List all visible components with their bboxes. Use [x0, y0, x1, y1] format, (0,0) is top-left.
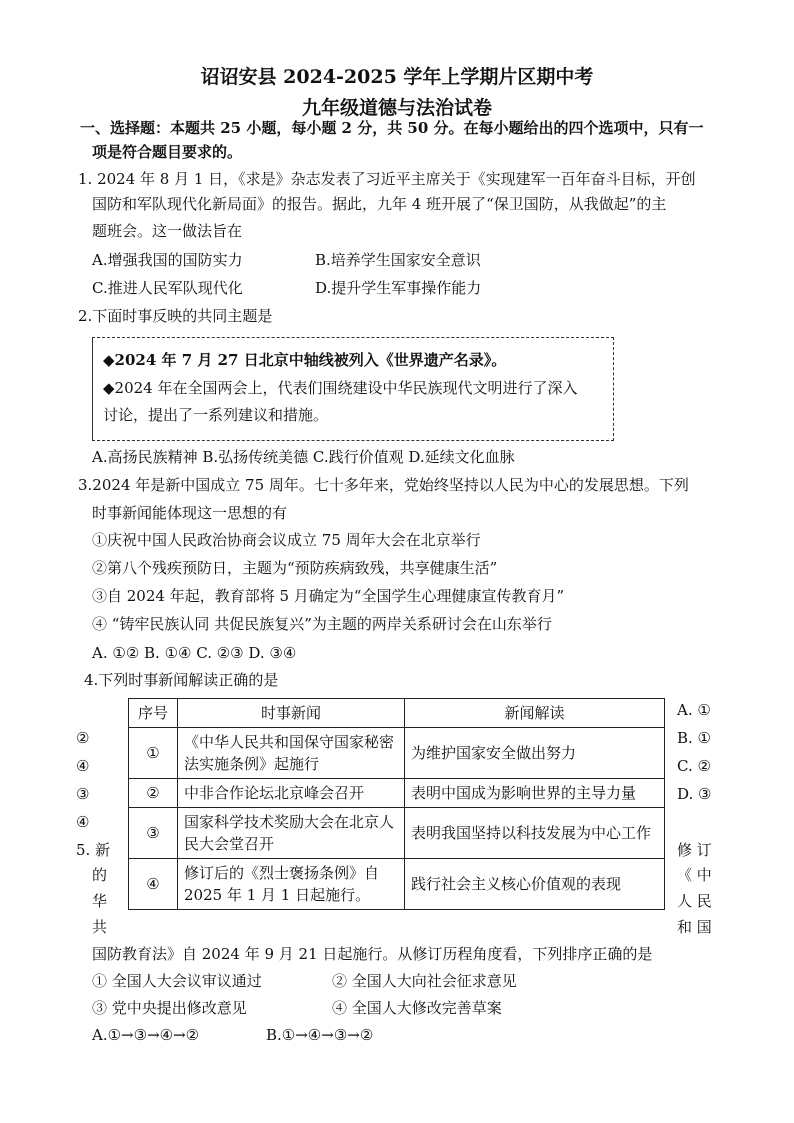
table-cell-reading: 为维护国家安全做出努力 [405, 728, 665, 779]
table-header-news: 时事新闻 [178, 699, 405, 728]
q5-item-1: ① 全国人大会议审议通过 [92, 972, 262, 990]
q4-news-table [128, 698, 665, 910]
q5-right-frag: 人 民 [677, 892, 712, 910]
table-row [129, 779, 665, 808]
table-cell-reading: 表明中国成为影响世界的主导力量 [405, 779, 665, 808]
q4-left-frag: ④ [76, 813, 90, 831]
q5-right-frag: 《 中 [677, 866, 712, 884]
q2-material-1: ◆2024 年 7 月 27 日北京中轴线被列入《世界遗产名录》。 [103, 351, 507, 369]
q2-material-2-cont: 讨论，提出了一系列建议和措施。 [103, 406, 329, 424]
table-cell-reading: 表明我国坚持以科技发展为中心工作 [405, 808, 665, 859]
q4-option-c: C. ② [677, 757, 711, 775]
q5-left-frag: 的 [92, 866, 108, 884]
q1-option-b: B.培养学生国家安全意识 [315, 251, 481, 269]
q1-option-d: D.提升学生军事操作能力 [315, 279, 482, 297]
q3-stem-line2: 时事新闻能体现这一思想的有 [92, 504, 288, 522]
q4-left-frag: ② [76, 729, 90, 747]
q5-item-4: ④ 全国人大修改完善草案 [332, 999, 502, 1017]
q2-stem: 2.下面时事反映的共同主题是 [78, 307, 273, 325]
q2-material-2: ◆2024 年在全国两会上，代表们围绕建设中华民族现代文明进行了深入 [103, 379, 578, 397]
q1-option-a: A.增强我国的国防实力 [92, 251, 243, 269]
table-cell-news: 《中华人民共和国保守国家秘密法实施条例》起施行 [178, 728, 405, 779]
table-cell-news: 修订后的《烈士褒扬条例》自 2025 年 1 月 1 日起施行。 [178, 859, 405, 910]
q5-left-frag: 5. 新 [76, 841, 111, 859]
q1-stem-line3: 题班会。这一做法旨在 [92, 222, 243, 240]
table-row [129, 728, 665, 779]
section-heading: 一、选择题：本题共 25 小题，每小题 2 分，共 50 分。在每小题给出的四个选项中，只有一 [80, 119, 704, 137]
table-header-no: 序号 [129, 699, 178, 728]
q2-options: A.高扬民族精神 B.弘扬传统美德 C.践行价值观 D.延续文化血脉 [92, 448, 515, 466]
q4-stem: 4.下列时事新闻解读正确的是 [84, 671, 279, 689]
table-cell-news: 中非合作论坛北京峰会召开 [178, 779, 405, 808]
q5-right-frag: 修 订 [677, 841, 712, 859]
q1-stem-line2: 国防和军队现代化新局面》的报告。据此，九年 4 班开展了“保卫国防，从我做起”的主 [92, 195, 667, 213]
q4-option-d: D. ③ [677, 785, 712, 803]
q3-stem-line1: 3.2024 年是新中国成立 75 周年。七十多年来，党始终坚持以人民为中心的发展思想。下列 [78, 476, 689, 494]
q1-option-c: C.推进人民军队现代化 [92, 279, 243, 297]
table-row [129, 808, 665, 859]
table-cell-news: 国家科学技术奖励大会在北京人民大会堂召开 [178, 808, 405, 859]
table-cell-no: ① [129, 728, 178, 779]
q4-left-frag: ④ [76, 757, 90, 775]
table-cell-no: ③ [129, 808, 178, 859]
q5-left-frag: 华 [92, 892, 108, 910]
q5-option-b: B.①→④→③→② [266, 1026, 374, 1044]
q3-item-2: ②第八个残疾预防日，主题为“预防疾病致残，共享健康生活” [92, 559, 498, 577]
exam-title: 诏诏安县 2024-2025 学年上学期片区期中考 [200, 66, 594, 88]
q4-left-frag: ③ [76, 785, 90, 803]
exam-subtitle: 九年级道德与法治试卷 [301, 97, 492, 119]
q4-option-b: B. ① [677, 729, 712, 747]
table-header-reading: 新闻解读 [405, 699, 665, 728]
table-cell-no: ② [129, 779, 178, 808]
table-header-row [129, 699, 665, 728]
q5-option-a: A.①→③→④→② [92, 1026, 200, 1044]
table-row [129, 859, 665, 910]
q1-stem-line1: 1. 2024 年 8 月 1 日，《求是》杂志发表了习近平主席关于《实现建军一百年奋斗目标，开创 [78, 170, 696, 188]
q5-stem: 国防教育法》自 2024 年 9 月 21 日起施行。从修订历程角度看，下列排序正确的是 [92, 945, 653, 963]
q3-item-3: ③自 2024 年起，教育部将 5 月确定为“全国学生心理健康宣传教育月” [92, 587, 565, 605]
q5-item-2: ② 全国人大向社会征求意见 [332, 972, 517, 990]
q3-item-4: ④ “铸牢民族认同 共促民族复兴”为主题的两岸关系研讨会在山东举行 [92, 615, 552, 633]
table-cell-reading: 践行社会主义核心价值观的表现 [405, 859, 665, 910]
q5-left-frag: 共 [92, 918, 108, 936]
q3-options: A. ①② B. ①④ C. ②③ D. ③④ [92, 644, 297, 662]
q5-item-3: ③ 党中央提出修改意见 [92, 999, 247, 1017]
table-cell-no: ④ [129, 859, 178, 910]
section-heading-cont: 项是符合题目要求的。 [92, 143, 243, 161]
q4-option-a: A. ① [677, 701, 711, 719]
q5-right-frag: 和 国 [677, 918, 712, 936]
q3-item-1: ①庆祝中国人民政治协商会议成立 75 周年大会在北京举行 [92, 531, 481, 549]
